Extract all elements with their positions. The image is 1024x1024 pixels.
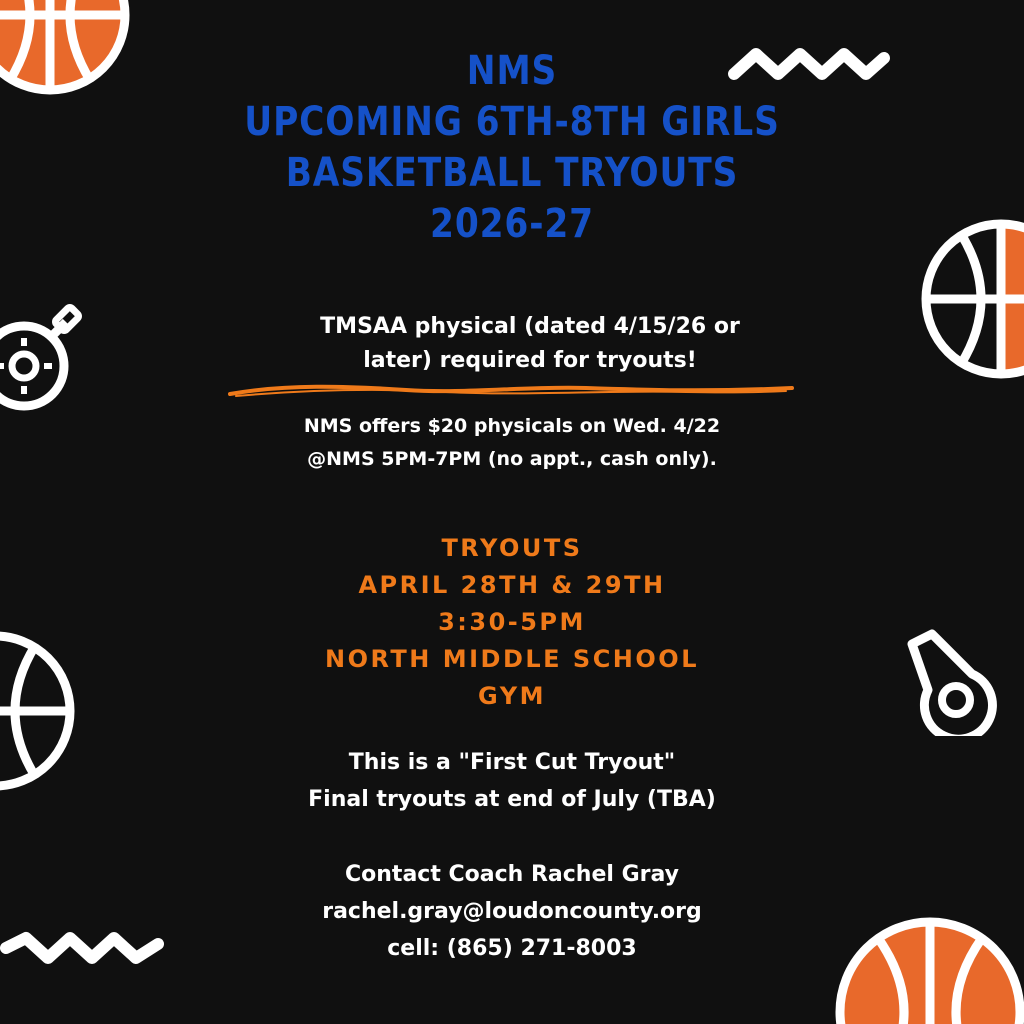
physical-requirement — [18, 310, 1024, 378]
physical-offer — [0, 410, 1024, 476]
tryouts-info — [0, 530, 1024, 715]
brush-divider — [226, 380, 796, 402]
contact-phone: cell: (865) 271-8003 — [387, 936, 637, 961]
offer-line: NMS offers $20 physicals on Wed. 4/22 — [303, 415, 721, 437]
physical-line: later) required for tryouts! — [363, 348, 697, 373]
poster-title — [72, 46, 953, 250]
title-line: 2026-27 — [430, 201, 594, 247]
title-line: UPCOMING 6TH-8TH GIRLS — [244, 99, 780, 145]
tryout-note — [0, 744, 1024, 818]
tryouts-line: TRYOUTS — [441, 534, 583, 562]
tryouts-line: 3:30-5PM — [438, 608, 586, 636]
note-line: Final tryouts at end of July (TBA) — [308, 787, 716, 812]
contact-info — [0, 856, 1024, 967]
tryouts-line: NORTH MIDDLE SCHOOL — [325, 645, 699, 673]
offer-line: @NMS 5PM-7PM (no appt., cash only). — [307, 448, 717, 470]
contact-name: Contact Coach Rachel Gray — [345, 862, 679, 887]
tryouts-line: APRIL 28TH & 29TH — [358, 571, 666, 599]
note-line: This is a "First Cut Tryout" — [348, 750, 676, 775]
title-line: NMS — [466, 48, 558, 94]
contact-email: rachel.gray@loudoncounty.org — [322, 899, 702, 924]
physical-line: TMSAA physical (dated 4/15/26 or — [320, 314, 740, 339]
title-line: BASKETBALL TRYOUTS — [285, 150, 739, 196]
tryouts-line: GYM — [478, 682, 546, 710]
